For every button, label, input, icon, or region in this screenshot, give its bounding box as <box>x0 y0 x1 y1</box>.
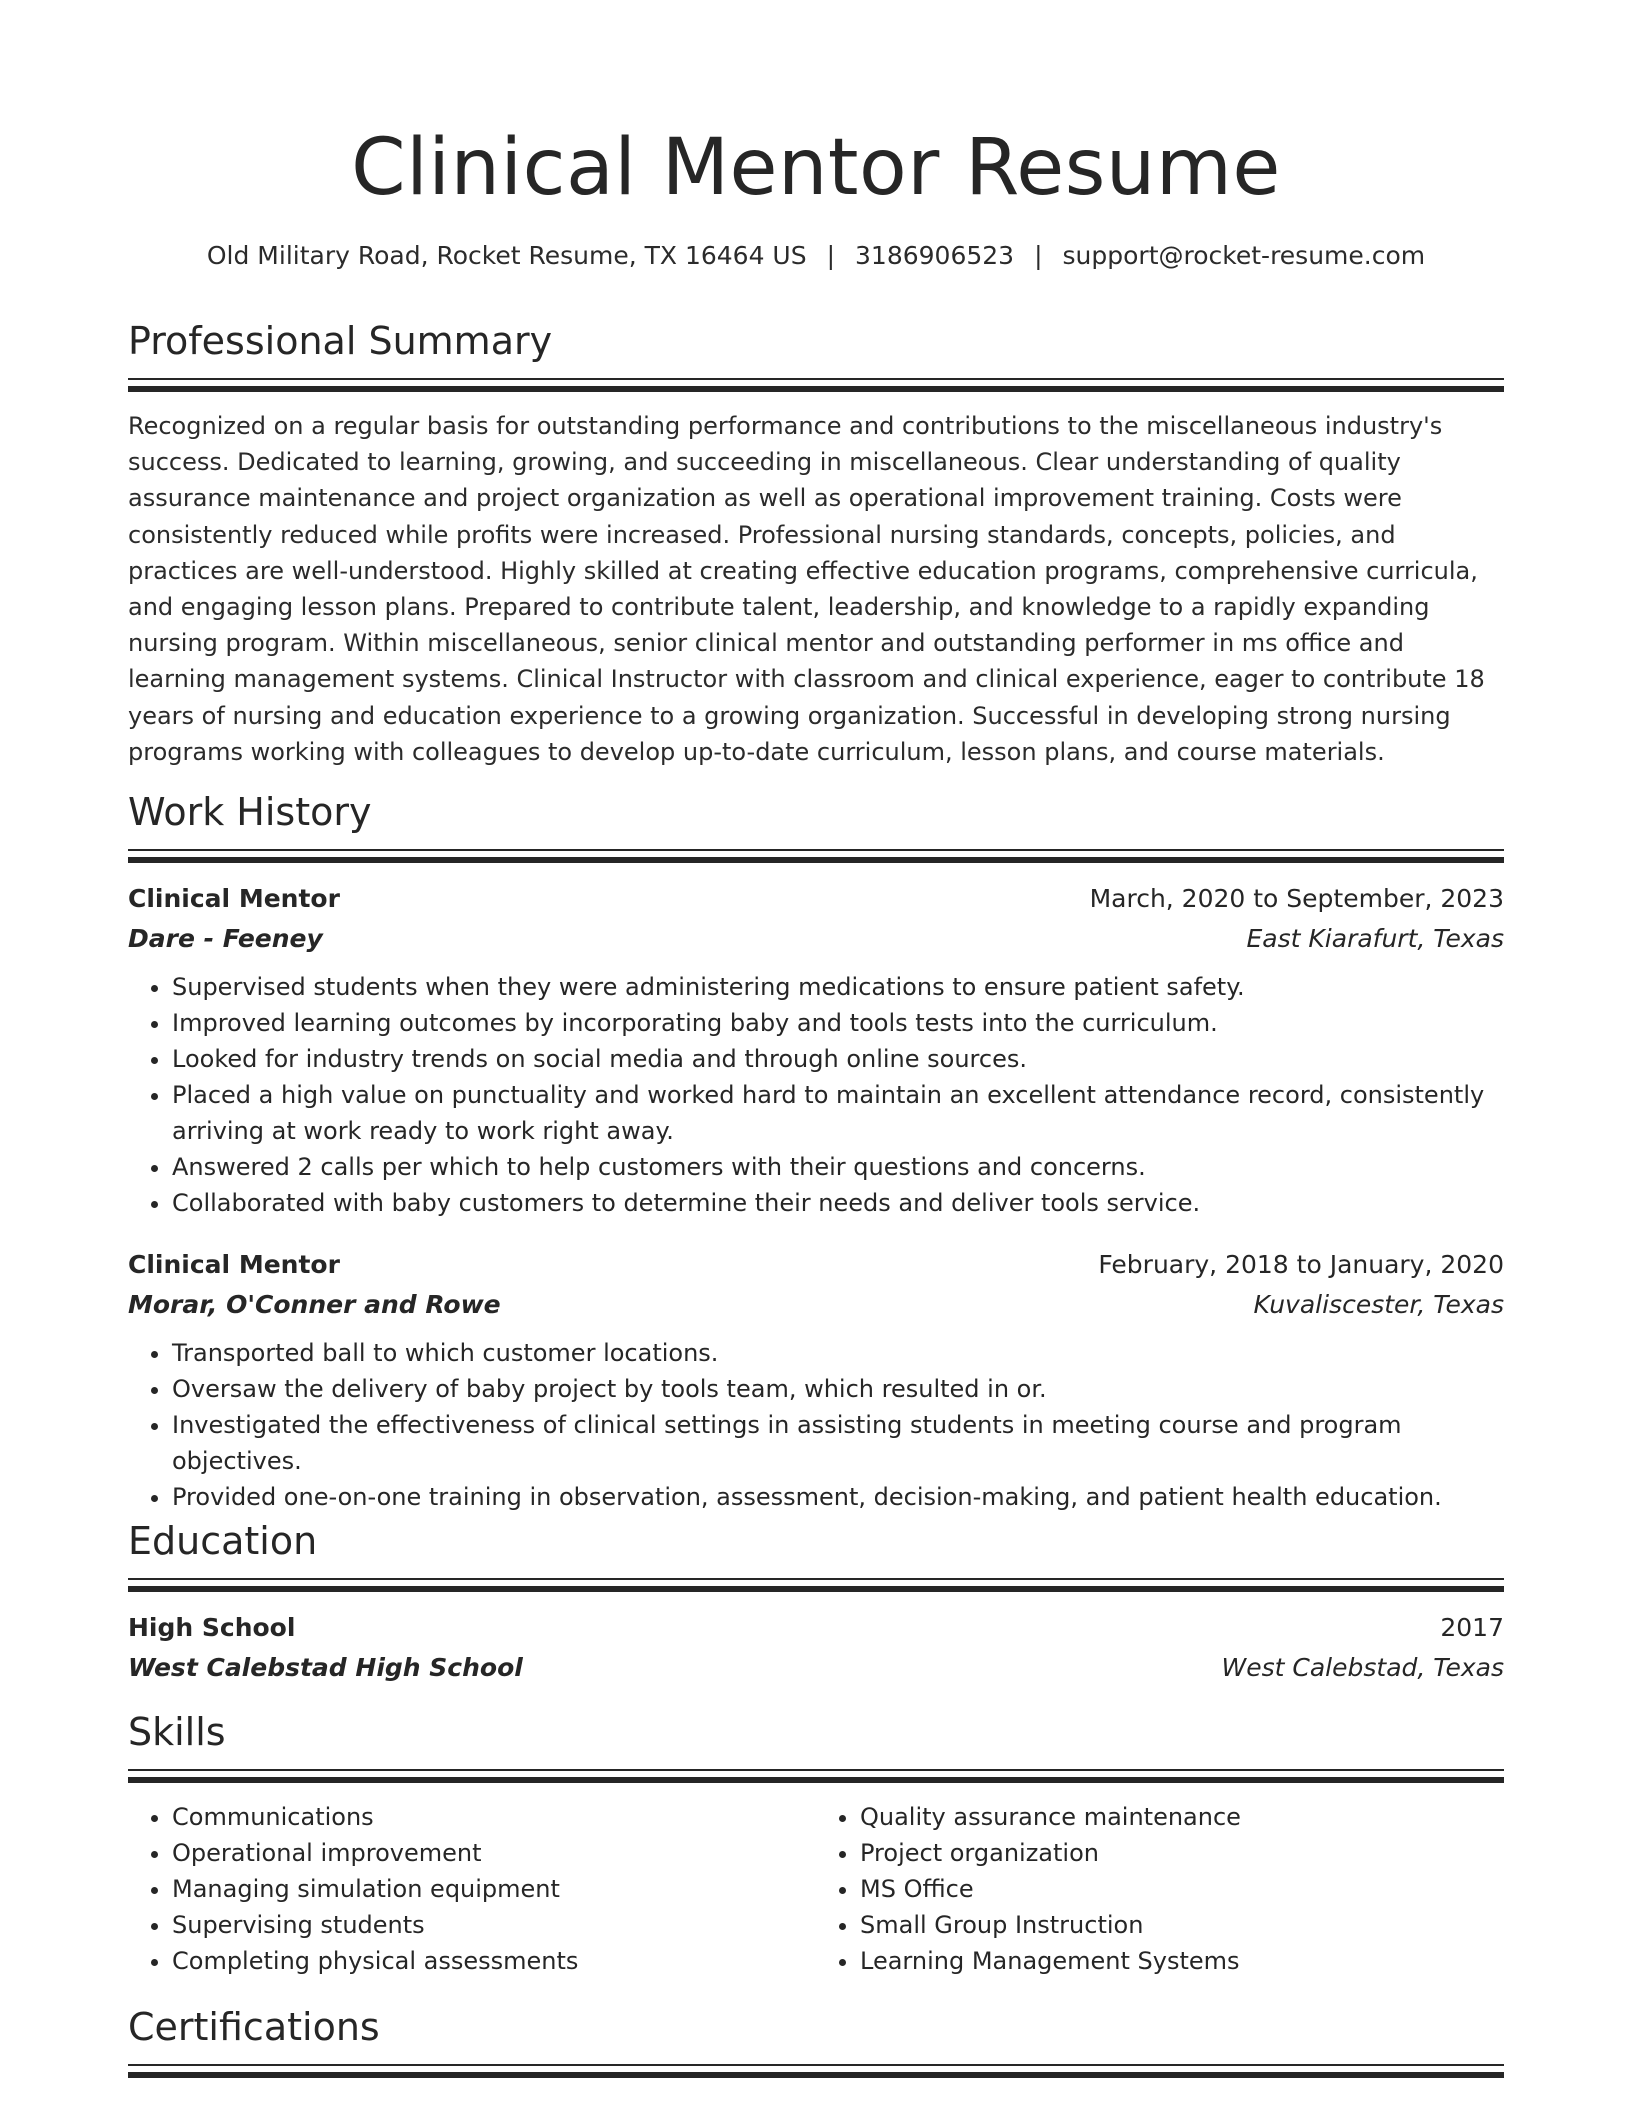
job-bullets <box>128 969 1504 1221</box>
contact-email[interactable]: support@rocket-resume.com <box>1062 241 1426 270</box>
skill-item: • Operational improvement <box>172 1835 816 1871</box>
job-bullet: • Improved learning outcomes by incorporating baby and tools tests into the curriculum. <box>172 1005 1504 1041</box>
work-heading: Work History <box>128 790 372 834</box>
skill-item: • Quality assurance maintenance <box>860 1799 1504 1835</box>
section-divider <box>128 1769 1504 1785</box>
job-bullet: • Investigated the effectiveness of clinical settings in assisting students in meeting course and program objectives. <box>172 1407 1504 1479</box>
summary-text: Recognized on a regular basis for outstanding performance and contributions to the miscellaneous industry's success. Dedicated to learning, growing, and succeeding in miscellaneous. Clear understanding of quality assurance maintenance and project organization as well as operational improvement training. Costs were consistently reduced while profits were increased. Professional nursing standards, concepts, policies, and practices are well-understood. Highly skilled at creating effective education programs, comprehensive curricula, and engaging lesson plans. Prepared to contribute talent, leadership, and knowledge to a rapidly expanding nursing program. Within miscellaneous, senior clinical mentor and outstanding performer in ms office and learning management systems. Clinical Instructor with classroom and clinical experience, eager to contribute 18 years of nursing and education experience to a growing organization. Successful in developing strong nursing programs working with colleagues to develop up-to-date curriculum, lesson plans, and course materials. <box>128 412 1485 766</box>
section-divider <box>128 1578 1504 1594</box>
resume-title: Clinical Mentor Resume <box>351 123 1281 213</box>
skills-right-list <box>816 1799 1504 1979</box>
job-bullet: • Answered 2 calls per which to help customers with their questions and concerns. <box>172 1149 1504 1185</box>
skill-item: • Project organization <box>860 1835 1504 1871</box>
job-bullets <box>128 1335 1504 1515</box>
job-bullet: • Supervised students when they were administering medications to ensure patient safety. <box>172 969 1504 1005</box>
contact-separator: | <box>1034 241 1043 270</box>
contact-phone: 3186906523 <box>855 241 1015 270</box>
skills-heading: Skills <box>128 1710 226 1754</box>
certifications-heading: Certifications <box>128 2005 380 2049</box>
education-year: 2017 <box>1440 1613 1504 1642</box>
job-bullet: • Placed a high value on punctuality and worked hard to maintain an excellent attendance record, consistently arriving at work ready to work right away. <box>172 1077 1504 1149</box>
skill-item: • Learning Management Systems <box>860 1943 1504 1979</box>
job-company: Dare - Feeney <box>128 924 323 953</box>
education-section <box>128 1516 1504 1688</box>
skill-item: • MS Office <box>860 1871 1504 1907</box>
skill-item: • Supervising students <box>172 1907 816 1943</box>
section-divider <box>128 2064 1504 2080</box>
job-bullet: • Looked for industry trends on social media and through online sources. <box>172 1041 1504 1077</box>
job-title: Clinical Mentor <box>128 1250 340 1279</box>
job-bullet: • Collaborated with baby customers to determine their needs and deliver tools service. <box>172 1185 1504 1221</box>
job-bullet: • Transported ball to which customer locations. <box>172 1335 1504 1371</box>
skill-item: • Managing simulation equipment <box>172 1871 816 1907</box>
job-entry <box>128 1245 1504 1515</box>
summary-heading: Professional Summary <box>128 319 553 363</box>
skill-item: • Completing physical assessments <box>172 1943 816 1979</box>
skills-left-list <box>128 1799 816 1979</box>
contact-line <box>0 238 1632 274</box>
job-entry <box>128 879 1504 1221</box>
contact-separator: | <box>826 241 836 270</box>
job-title: Clinical Mentor <box>128 884 340 913</box>
job-dates: February, 2018 to January, 2020 <box>1098 1250 1504 1279</box>
job-location: East Kiarafurt, Texas <box>1246 924 1504 953</box>
skill-item: • Communications <box>172 1799 816 1835</box>
job-bullet: • Provided one-on-one training in observation, assessment, decision-making, and patient health education. <box>172 1479 1504 1515</box>
contact-address: Old Military Road, Rocket Resume, TX 16464 US <box>206 241 807 270</box>
job-dates: March, 2020 to September, 2023 <box>1089 884 1504 913</box>
education-heading: Education <box>128 1519 318 1563</box>
work-section <box>128 787 1504 1515</box>
job-company: Morar, O'Conner and Rowe <box>128 1290 501 1319</box>
job-location: Kuvaliscester, Texas <box>1253 1290 1504 1319</box>
education-degree: High School <box>128 1613 296 1642</box>
skills-section <box>128 1707 1504 1979</box>
skills-columns <box>128 1799 1504 1979</box>
skill-item: • Small Group Instruction <box>860 1907 1504 1943</box>
education-school: West Calebstad High School <box>128 1653 523 1682</box>
education-location: West Calebstad, Texas <box>1221 1653 1504 1682</box>
summary-section <box>128 316 1504 770</box>
certifications-section <box>128 2002 1504 2080</box>
section-divider <box>128 849 1504 865</box>
section-divider <box>128 378 1504 394</box>
job-bullet: • Oversaw the delivery of baby project by tools team, which resulted in or. <box>172 1371 1504 1407</box>
